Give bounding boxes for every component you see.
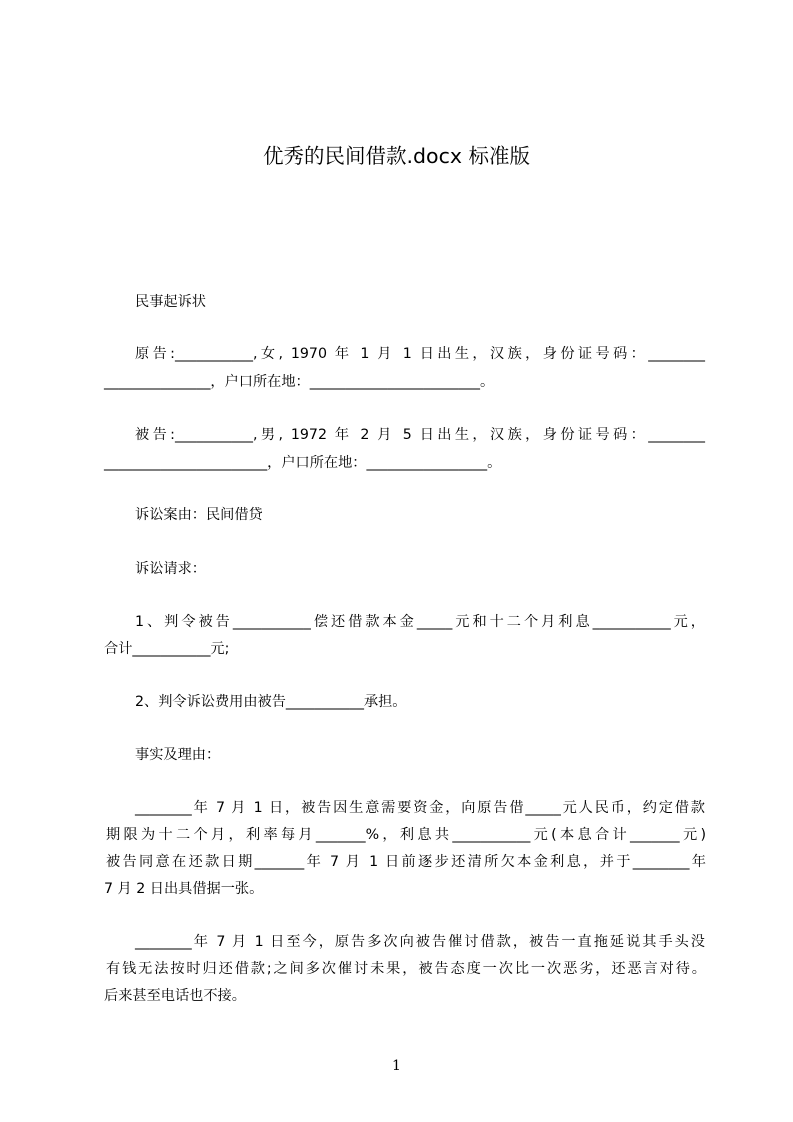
claim-1-line-2: 合计___________元;: [104, 641, 230, 657]
facts-paragraph-1-line-1: ________年 7 月 1 日，被告因生意需要资金，向原告借_____元人民币，约定借款: [135, 800, 705, 816]
defendant-line-1: 被告:___________,男, 1972 年 2 月 5 日出生，汉族，身份证号码：________: [135, 427, 705, 443]
facts-paragraph-1-line-4: 7 月 2 日出具借据一张。: [104, 881, 264, 897]
facts-paragraph-1-line-2: 期限为十二个月，利率每月_______%，利息共___________元(本息合计_______元): [106, 827, 706, 843]
facts-heading: 事实及理由：: [135, 747, 221, 763]
claims-heading: 诉讼请求：: [135, 561, 206, 577]
facts-paragraph-2-line-2: 有钱无法按时归还借款;之间多次催讨未果，被告态度一次比一次恶劣，还恶言对待。: [106, 961, 706, 977]
claim-1-line-1: 1、判令被告___________偿还借款本金_____元和十二个月利息___________元，: [135, 614, 705, 630]
plaintiff-line-1: 原告:___________,女, 1970 年 1 月 1 日出生，汉族，身份证号码：________: [135, 346, 705, 362]
page-number: 1: [392, 1058, 401, 1074]
plaintiff-line-2: _______________，户口所在地：________________________。: [104, 374, 495, 390]
claim-2: 2、判令诉讼费用由被告___________承担。: [135, 694, 407, 710]
facts-paragraph-2-line-1: ________年 7 月 1 日至今，原告多次向被告催讨借款，被告一直拖延说其手头没: [135, 934, 705, 950]
heading-civil-complaint: 民事起诉状: [135, 294, 206, 310]
document-title: 优秀的民间借款.docx 标准版: [263, 144, 530, 168]
defendant-line-2: _______________________，户口所在地：_________________。: [104, 455, 502, 471]
facts-paragraph-2-line-3: 后来甚至电话也不接。: [104, 988, 246, 1004]
cause-of-action: 诉讼案由：民间借贷: [135, 507, 263, 523]
facts-paragraph-1-line-3: 被告同意在还款日期_______年 7 月 1 日前逐步还清所欠本金利息，并于________年: [106, 854, 706, 870]
